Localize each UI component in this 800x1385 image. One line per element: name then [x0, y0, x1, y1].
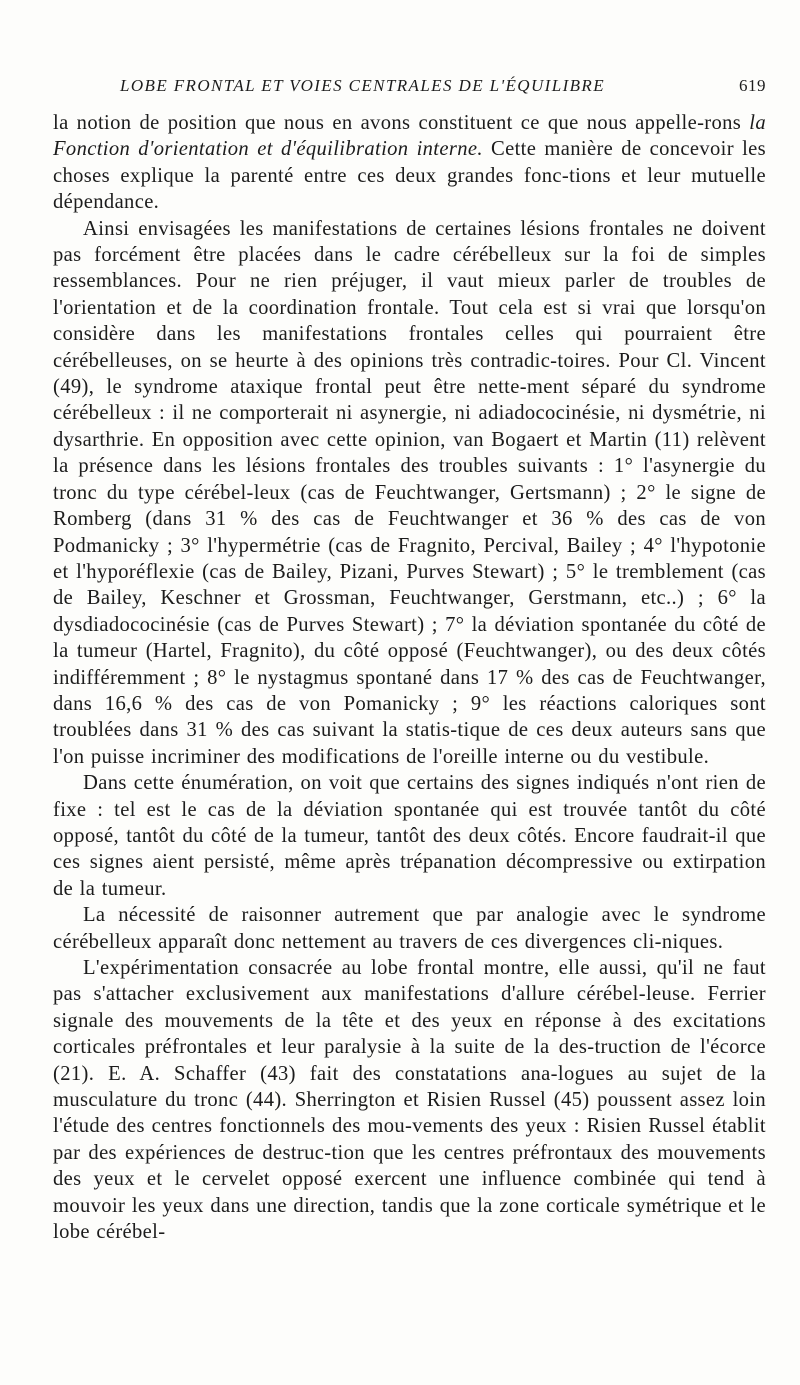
page-number: 619 — [739, 76, 766, 95]
paragraph-enumeration: Dans cette énumération, on voit que certains des signes indiqués n'ont rien de fixe : tel est le cas de la déviation spontanée qui est trouvée tantôt du côté opposé, tantôt du côté de la tumeur, tantôt des deux côtés. Encore faudrait-il que ces signes aient persisté, même après trépanation décompressive ou extirpation de la tumeur. — [53, 772, 766, 900]
running-head — [110, 70, 772, 100]
paragraph-frontal-manifestations: Ainsi envisagées les manifestations de certaines lésions frontales ne doivent pas forcément être placées dans le cadre cérébelleux sur la foi de simples ressemblances. Pour ne rien préjuger, il vaut mieux parler de troubles de l'orientation et de la coordination frontale. Tout cela est si vrai que lorsqu'on considère dans les manifestations frontales celles qui pourraient être cérébelleuses, on se heurte à des opinions très contradic-toires. Pour Cl. Vincent (49), le syndrome ataxique frontal peut être nette-ment séparé du syndrome cérébelleux : il ne comporterait ni asynergie, ni adiadococinésie, ni dysmétrie, ni dysarthrie. En opposition avec cette opinion, van Bogaert et Martin (11) relèvent la présence dans les lésions frontales des troubles suivants : 1° l'asynergie du tronc du type cérébel-leux (cas de Feuchtwanger, Gertsmann) ; 2° le signe de Romberg (dans 31 % des cas de Feuchtwanger et 36 % des cas de von Podmanicky ; 3° l'hypermétrie (cas de Fragnito, Percival, Bailey ; 4° l'hypotonie et l'hyporéflexie (cas de Bailey, Pizani, Purves Stewart) ; 5° le tremblement (cas de Bailey, Keschner et Grossman, Feuchtwanger, Gerstmann, etc..) ; 6° la dysdiadococinésie (cas de Purves Stewart) ; 7° la déviation spontanée du côté de la tumeur (Hartel, Fragnito), du côté opposé (Feuchtwanger), ou des deux côtés indifféremment ; 8° le nystagmus spontané dans 17 % des cas de Feuchtwanger, dans 16,6 % des cas de von Pomanicky ; 9° les réactions caloriques sont troublées dans 31 % des cas suivant la statis-tique de ces deux auteurs sans que l'on puisse incriminer des modifications de l'oreille interne ou du vestibule. — [53, 217, 766, 768]
paragraph-experimentation: L'expérimentation consacrée au lobe frontal montre, elle aussi, qu'il ne faut pas s'attacher exclusivement aux manifestations d'allure cérébel-leuse. Ferrier signale des mouvements de la tête et des yeux en réponse à des excitations corticales préfrontales et leur paralysie à la suite de la des-truction de l'écorce (21). E. A. Schaffer (43) fait des constatations ana-logues au sujet de la musculature du tronc (44). Sherrington et Risien Russel (45) poussent assez loin l'étude des centres fonctionnels des mou-vements des yeux : Risien Russel établit par des expériences de destruc-tion que les centres préfrontaux des mouvements des yeux et le cervelet opposé exercent une influence combinée qui tend à mouvoir les yeux dans une direction, tandis que la zone corticale symétrique et le lobe cérébel- — [53, 957, 766, 1244]
paragraph-divergences: La nécessité de raisonner autrement que par analogie avec le syndrome cérébelleux apparaît donc nettement au travers de ces divergences cli-niques. — [53, 904, 766, 953]
paragraph-continuation — [53, 110, 766, 216]
paragraph-1-italic-term: la Fonction d'orientation et d'équilibration interne. — [53, 112, 766, 161]
paragraph-1-text-after: Cette manière de concevoir les choses explique la parenté entre ces deux grandes fonc-tions et leur mutuelle dépendance. — [53, 138, 767, 214]
paragraph-1-text-before: la notion de position que nous en avons constituent ce que nous appelle-rons — [53, 112, 750, 134]
running-head-title: LOBE FRONTAL ET VOIES CENTRALES DE L'ÉQUILIBRE — [120, 76, 605, 95]
body-text — [53, 110, 766, 1245]
